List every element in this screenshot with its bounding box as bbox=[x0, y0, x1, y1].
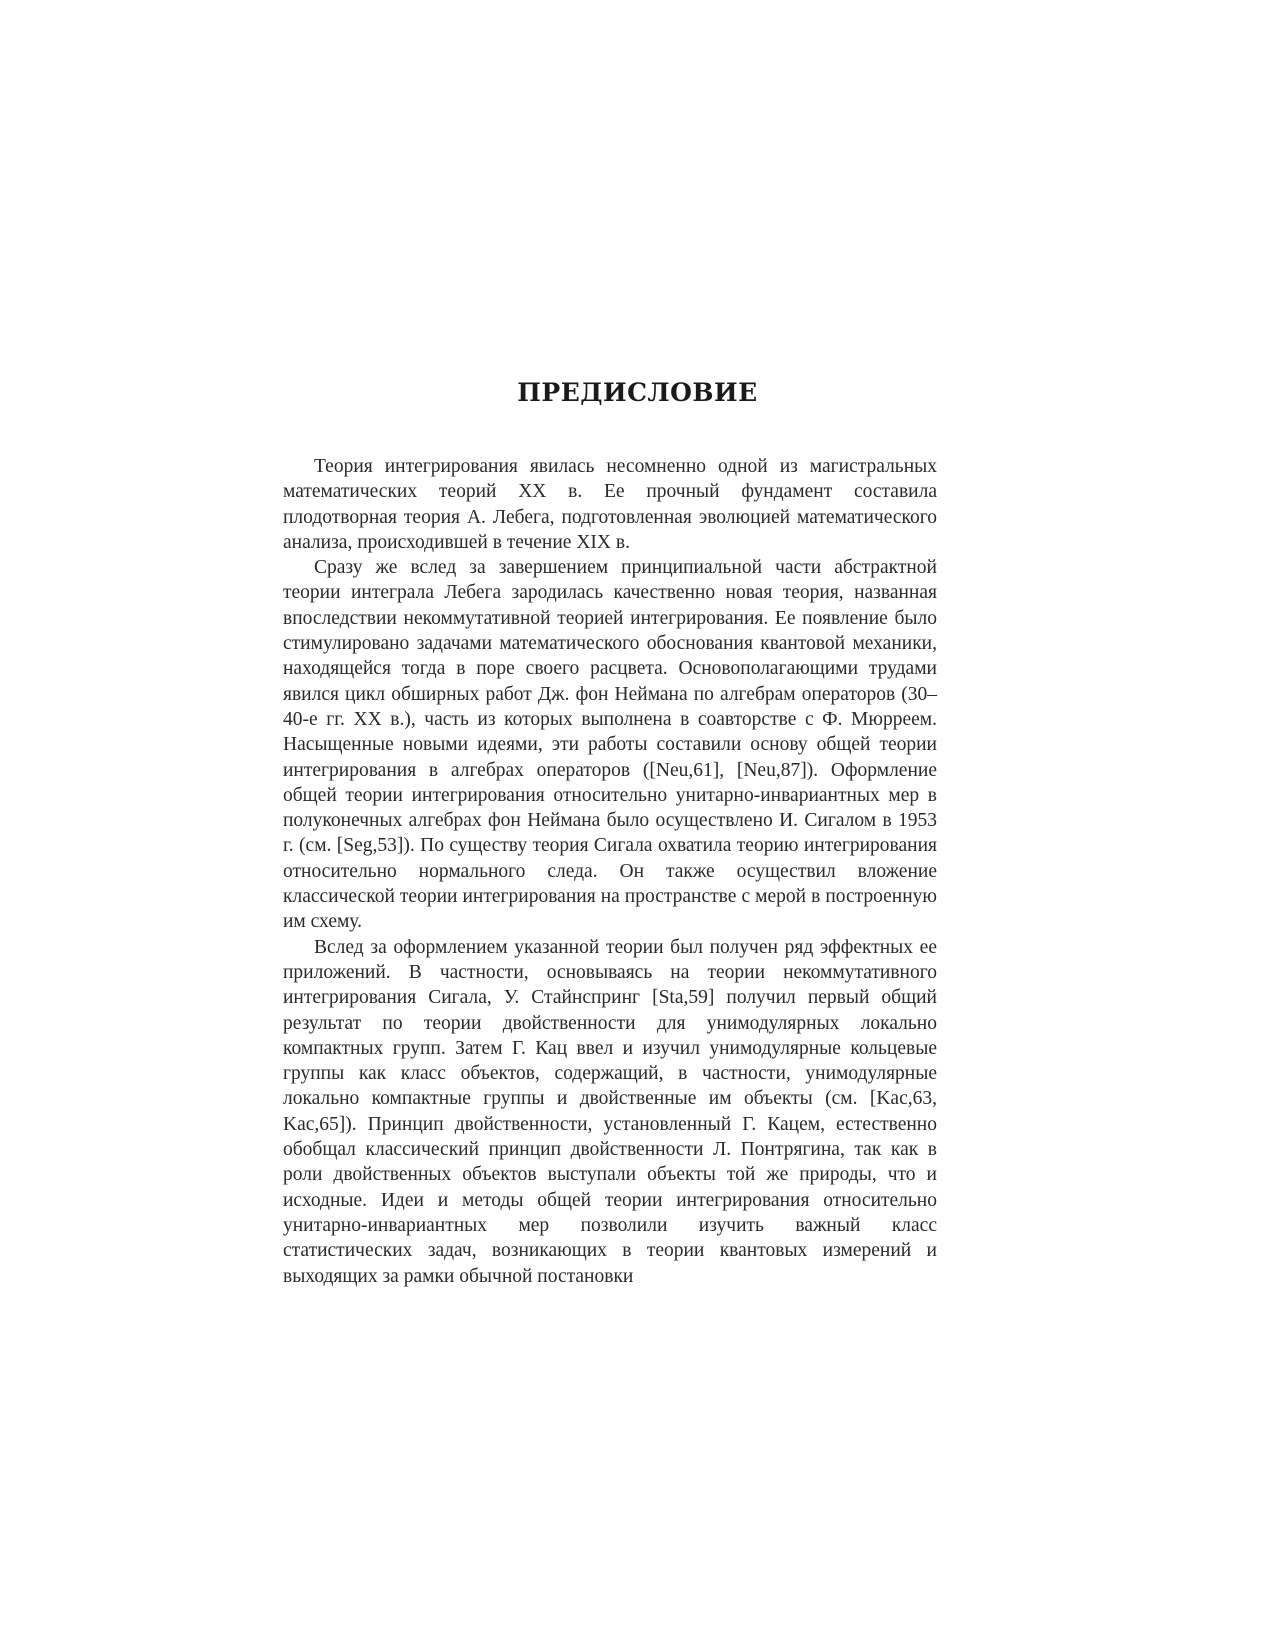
paragraph-1: Теория интегрирования явилась несомненно одной из магистральных математических теорий XX в. Ее прочный фундамент составила плодотворная теория А. Лебега, подготовленная эволюцией математического анализа, происходившей в течение XIX в. bbox=[283, 456, 937, 553]
paragraph-2: Сразу же вслед за завершением принципиальной части абстрактной теории интеграла Лебега зародилась качественно новая теория, названная впоследствии некоммутативной теорией интегрирования. Ее появление было стимулировано задачами математического обоснования квантовой механики, находящейся тогда в поре своего расцвета. Основополагающими трудами явился цикл обширных работ Дж. фон Неймана по алгебрам операторов (30–40-е гг. XX в.), часть из которых выполнена в соавторстве с Ф. Мюрреем. Насыщенные новыми идеями, эти работы составили основу общей теории интегрирования в алгебрах операторов ([Neu,61], [Neu,87]). Оформление общей теории интегрирования относительно унитарно-инвариантных мер в полуконечных алгебрах фон Неймана было осуществлено И. Сигалом в 1953 г. (см. [Seg,53]). По существу теория Сигала охватила теорию интегрирования относительно нормального следа. Он также осуществил вложение классической теории интегрирования на пространстве с мерой в построенную им схему. bbox=[283, 557, 937, 933]
page-title: ПРЕДИСЛОВИЕ bbox=[517, 378, 758, 407]
paragraph-3: Вслед за оформлением указанной теории был получен ряд эффектных ее приложений. В частности, основываясь на теории некоммутативного интегрирования Сигала, У. Стайнспринг [Sta,59] получил первый общий результат по теории двойственности для унимодулярных локально компактных групп. Затем Г. Кац ввел и изучил унимодулярные кольцевые группы как класс объектов, содержащий, в частности, унимодулярные локально компактные группы и двойственные им объекты (см. [Kac,63, Kac,65]). Принцип двойственности, установленный Г. Кацем, естественно обобщал классический принцип двойственности Л. Понтрягина, так как в роли двойственных объектов выступали объекты той же природы, что и исходные. Идеи и методы общей теории интегрирования относительно унитарно-инвариантных мер позволили изучить важный класс статистических задач, возникающих в теории квантовых измерений и выходящих за рамки обычной постановки bbox=[283, 936, 937, 1287]
body-text bbox=[283, 454, 937, 1289]
